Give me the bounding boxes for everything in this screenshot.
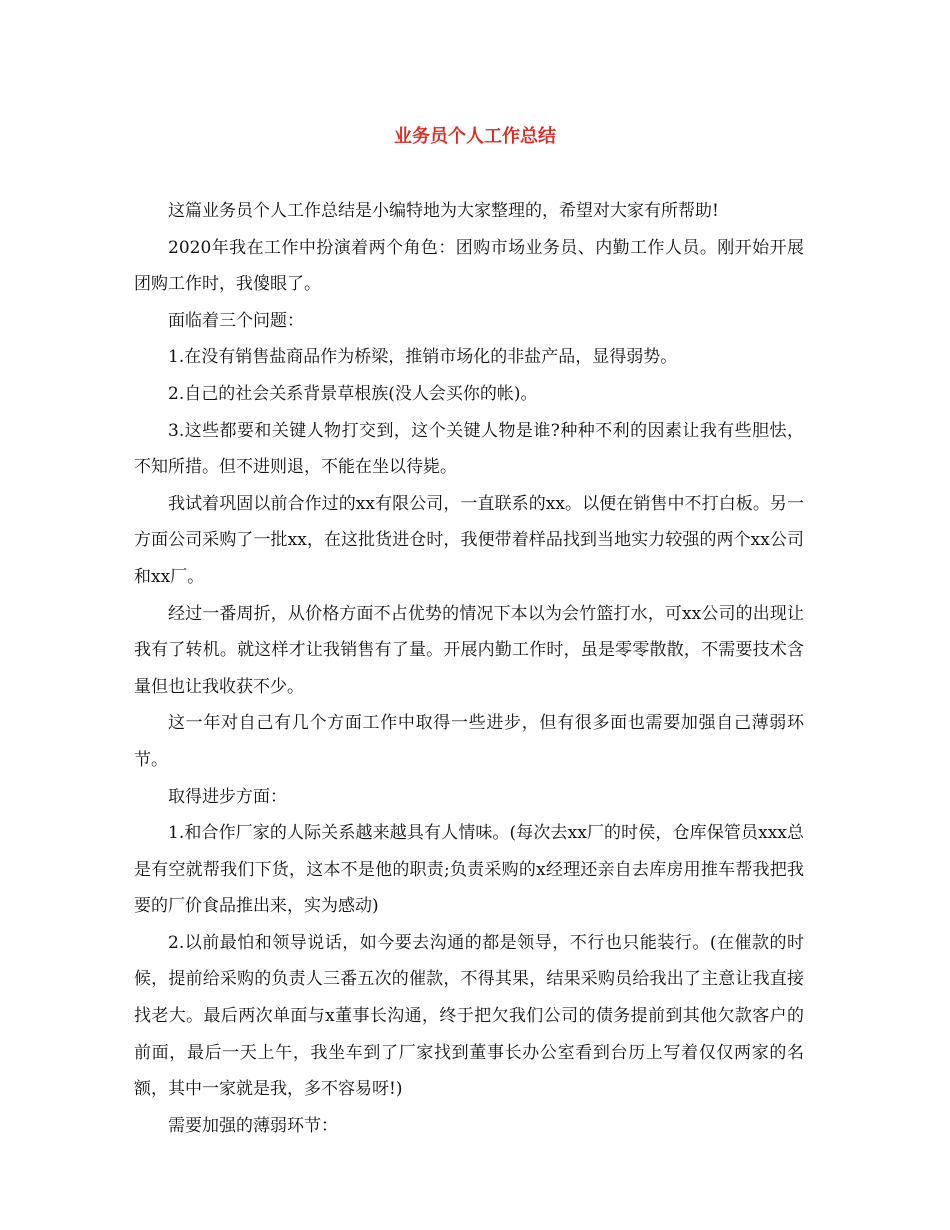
paragraph-problem-3: 3.这些都要和关键人物打交到，这个关键人物是谁?种种不利的因素让我有些胆怯，不知所措。但不进则退，不能在坐以待毙。 <box>134 420 804 478</box>
paragraph-consolidation: 我试着巩固以前合作过的xx有限公司，一直联系的xx。以便在销售中不打白板。另一方面公司采购了一批xx，在这批货进仓时，我便带着样品找到当地实力较强的两个xx公司和xx厂。 <box>134 493 804 587</box>
paragraph-problems-heading: 面临着三个问题： <box>168 310 304 331</box>
paragraph-problem-1: 1.在没有销售盐商品作为桥梁，推销市场化的非盐产品，显得弱势。 <box>168 347 678 368</box>
paragraph-turnaround: 经过一番周折，从价格方面不占优势的情况下本以为会竹篮打水，可xx公司的出现让我有了转机。就这样才让我销售有了量。开展内勤工作时，虽是零零散散，不需要技术含量但也让我收获不少。 <box>134 603 804 697</box>
paragraph-problem-2: 2.自己的社会关系背景草根族(没人会买你的帐)。 <box>168 383 538 404</box>
paragraph-progress-2: 2.以前最怕和领导说话，如今要去沟通的都是领导，不行也只能装行。(在催款的时候，提前给采购的负责人三番五次的催款，不得其果，结果采购员给我出了主意让我直接找老大。最后两次单面与x董事长沟通，终于把欠我们公司的债务提前到其他欠款客户的前面，最后一天上午，我坐车到了厂家找到董事长办公室看到台历上写着仅仅两家的名额，其中一家就是我，多不容易呀!) <box>134 932 804 1100</box>
paragraph-weakness-heading: 需要加强的薄弱环节： <box>168 1115 338 1136</box>
paragraph-progress-1: 1.和合作厂家的人际关系越来越具有人情味。(每次去xx厂的时侯，仓库保管员xxx总是有空就帮我们下货，这本不是他的职责;负责采购的x经理还亲自去库房用推车帮我把我要的厂价食品推出来，实为感动) <box>134 823 804 917</box>
paragraph-year-review: 这一年对自己有几个方面工作中取得一些进步，但有很多面也需要加强自己薄弱环节。 <box>134 713 804 770</box>
document-body <box>134 193 804 1144</box>
document-title: 业务员个人工作总结 <box>394 126 556 147</box>
paragraph-roles: 2020年我在工作中扮演着两个角色：团购市场业务员、内勤工作人员。刚开始开展团购工作时，我傻眼了。 <box>134 237 804 295</box>
paragraph-progress-heading: 取得进步方面： <box>168 786 287 807</box>
paragraph-intro: 这篇业务员个人工作总结是小编特地为大家整理的，希望对大家有所帮助! <box>168 201 719 221</box>
